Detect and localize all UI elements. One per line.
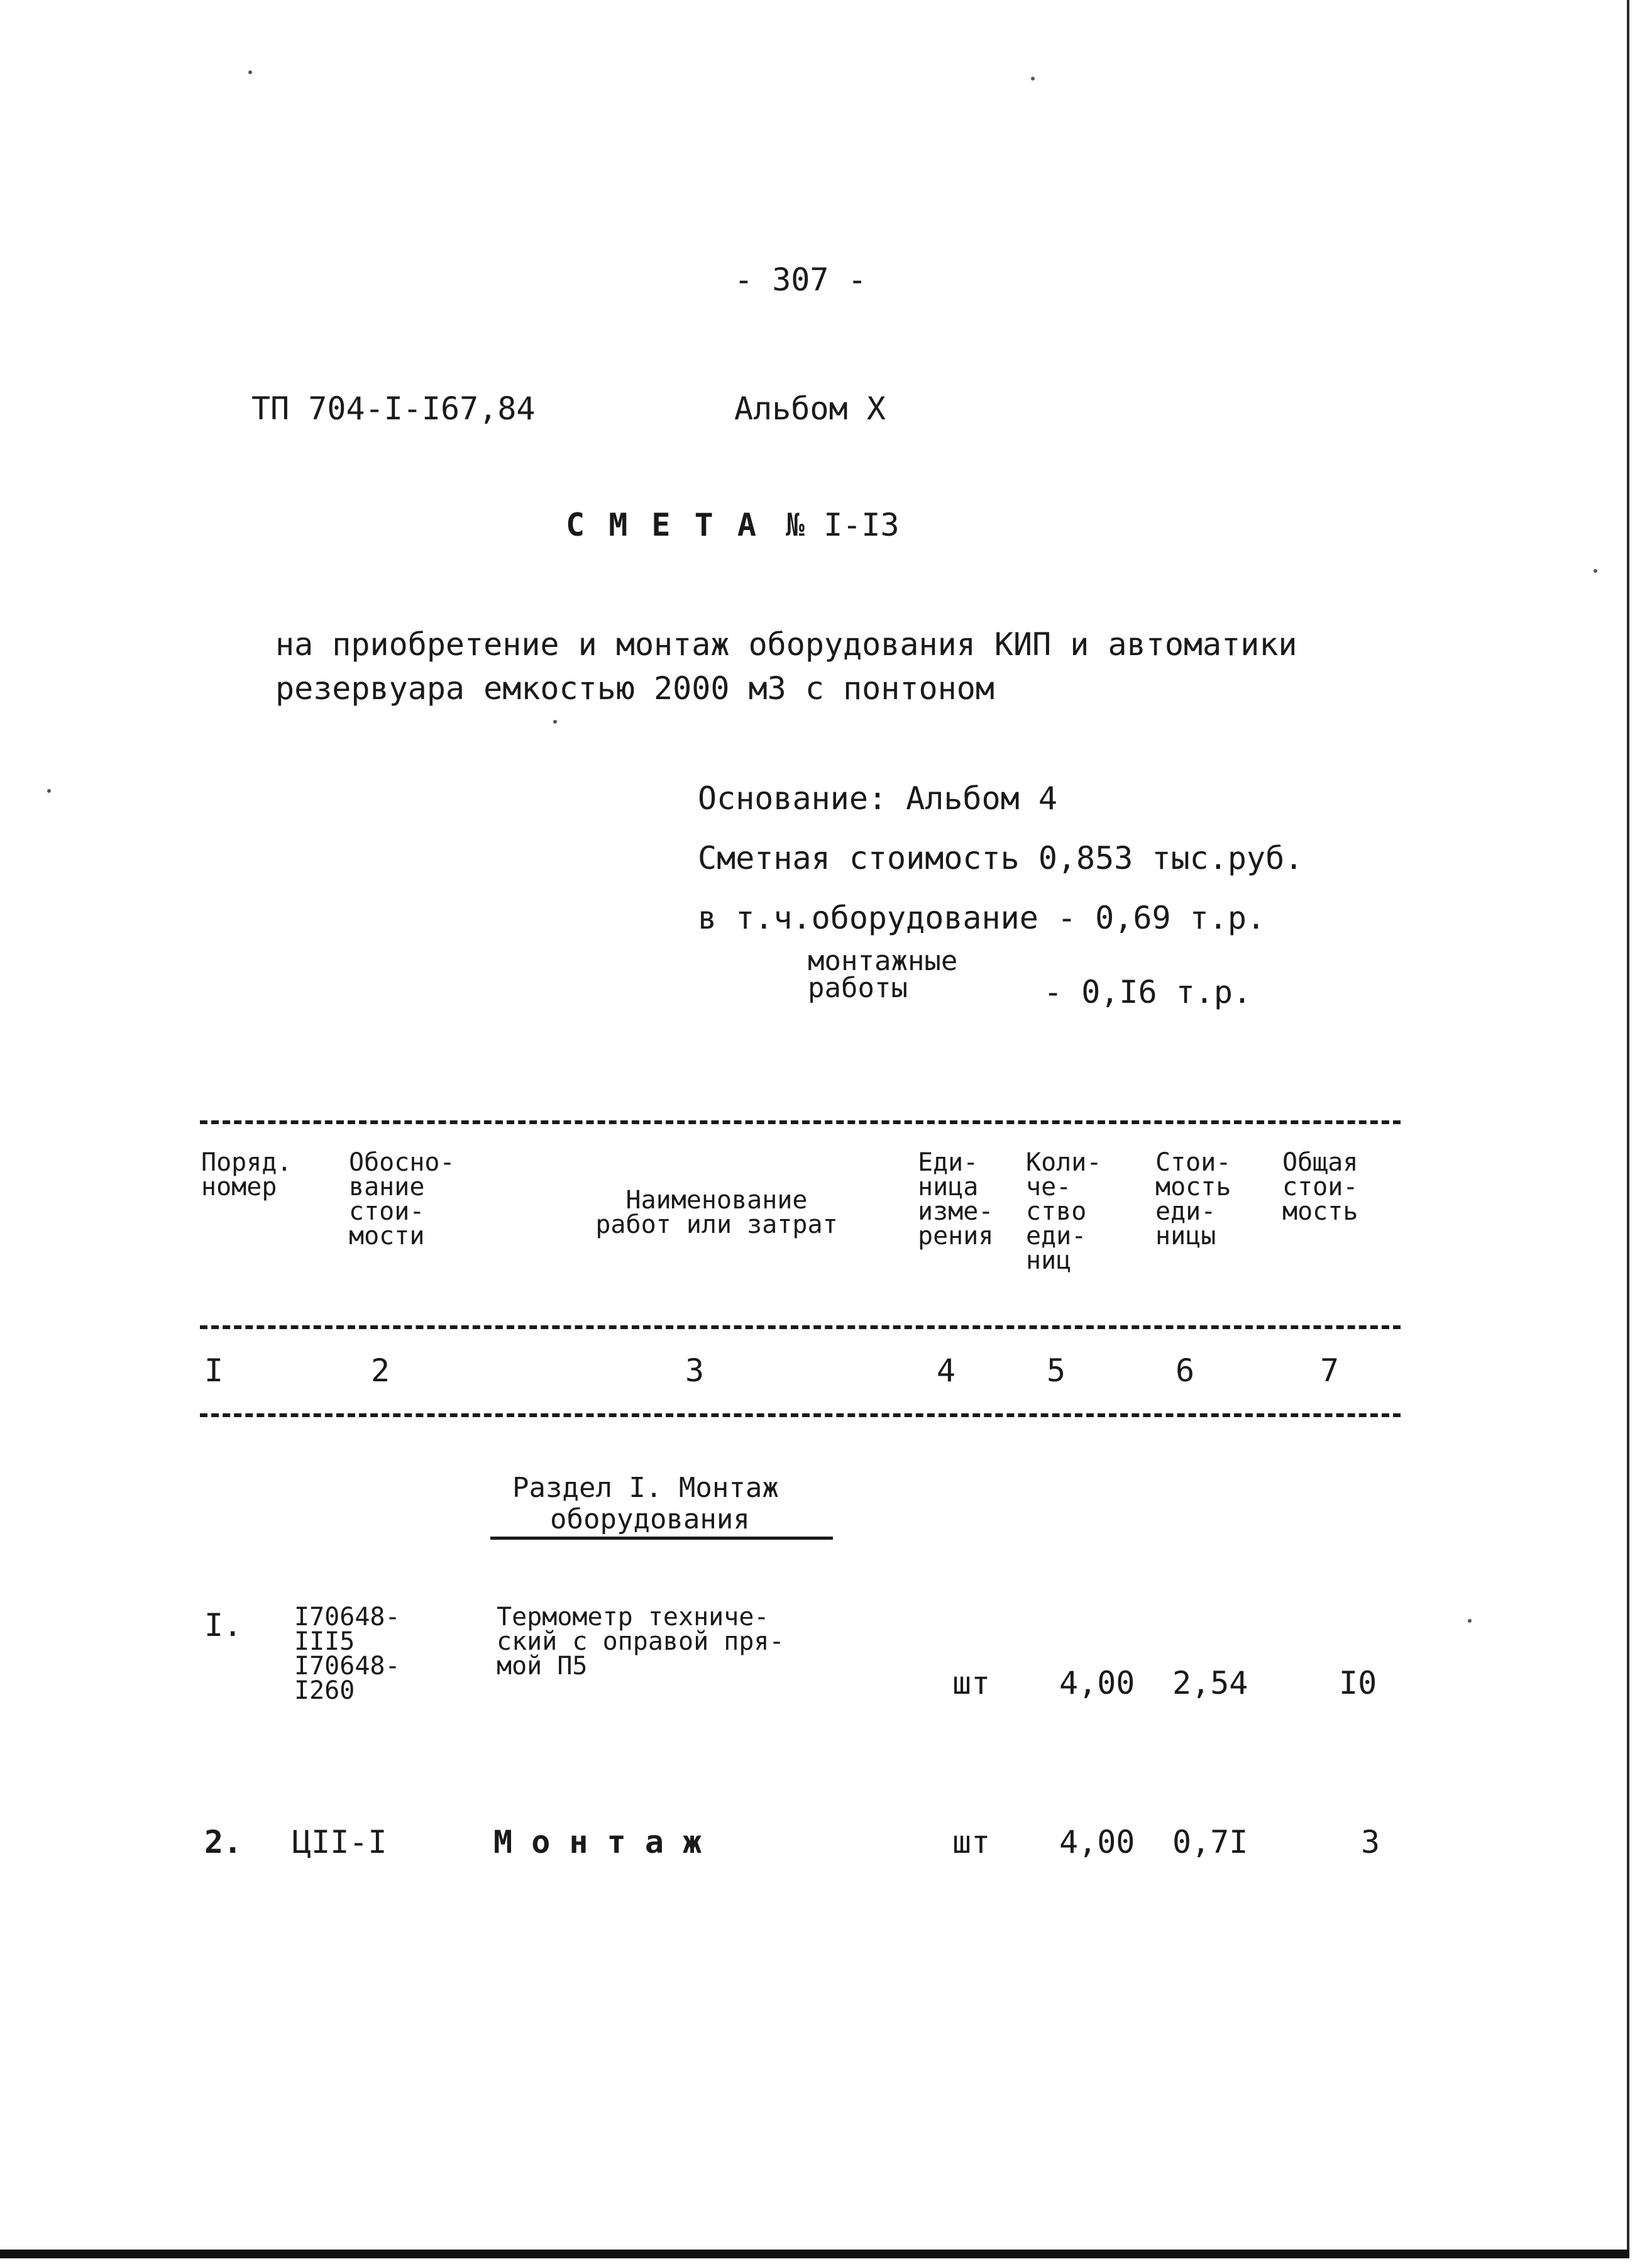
- equipment-cost: в т.ч.оборудование - 0,69 т.р.: [698, 900, 1266, 936]
- page-number: - 307 -: [734, 262, 867, 298]
- numbers-bottom-rule: [200, 1413, 1401, 1417]
- section-underline: [490, 1537, 833, 1540]
- row-2-total: 3: [1361, 1824, 1380, 1860]
- scan-speck: [1468, 1619, 1472, 1623]
- col-number-4: 4: [937, 1352, 956, 1389]
- table-top-rule: [200, 1120, 1401, 1124]
- subject-line-1: на приобретение и монтаж оборудования КИП и автоматики: [275, 626, 1297, 663]
- estimated-cost: Сметная стоимость 0,853 тыс.руб.: [698, 840, 1304, 876]
- row-2-number: 2.: [204, 1824, 243, 1860]
- scan-speck: [47, 789, 51, 793]
- row-2-qty: 4,00: [1059, 1824, 1135, 1860]
- install-cost: - 0,I6 т.р.: [1044, 974, 1252, 1010]
- col-number-3: 3: [685, 1352, 705, 1389]
- section-title-1: Раздел I. Монтаж: [512, 1472, 779, 1504]
- install-label-2: работы: [808, 972, 908, 1004]
- subject-line-2: резервуара емкостью 2000 м3 с понтоном: [275, 670, 994, 707]
- row-1-total: I0: [1339, 1665, 1377, 1701]
- col-number-6: 6: [1176, 1352, 1195, 1389]
- install-label-1: монтажные: [808, 945, 958, 977]
- row-2-name: М о н т а ж: [493, 1824, 702, 1860]
- row-1-number: I.: [204, 1607, 243, 1643]
- col-header-basis: Обосно- вание стои- мости: [349, 1148, 455, 1251]
- row-1-name: Термометр техниче- ский с оправой пря- мой П5: [497, 1603, 785, 1681]
- col-header-order: Поряд. номер: [201, 1148, 292, 1201]
- header-bottom-rule: [200, 1325, 1401, 1329]
- scan-edge-bottom: [0, 2250, 1629, 2258]
- scan-speck: [1594, 569, 1597, 573]
- scan-edge-right: [1627, 0, 1629, 2257]
- col-number-5: 5: [1047, 1352, 1066, 1389]
- doc-number: № I-I3: [786, 507, 900, 543]
- col-number-7: 7: [1320, 1352, 1340, 1389]
- col-header-name: Наименование работ или затрат: [595, 1186, 838, 1239]
- col-number-2: 2: [371, 1352, 390, 1389]
- col-header-unit-cost: Стои- мость еди- ницы: [1155, 1148, 1231, 1251]
- row-2-unit-cost: 0,7I: [1172, 1824, 1248, 1860]
- col-header-qty: Коли- че- ство еди- ниц: [1026, 1148, 1102, 1275]
- col-number-1: I: [204, 1352, 224, 1389]
- scan-speck: [1031, 77, 1035, 80]
- album-label: Альбом X: [734, 390, 886, 427]
- scan-speck: [553, 720, 557, 724]
- project-code: ТП 704-I-I67,84: [251, 390, 536, 427]
- col-header-unit: Еди- ница изме- рения: [918, 1148, 994, 1251]
- basis-line: Основание: Альбом 4: [698, 780, 1057, 817]
- scan-speck: [248, 70, 252, 74]
- doc-title: С М Е Т А: [566, 507, 759, 543]
- col-header-total: Общая стои- мость: [1282, 1148, 1358, 1226]
- section-title-2: оборудования: [550, 1503, 750, 1535]
- row-1-qty: 4,00: [1059, 1665, 1135, 1701]
- row-1-basis: I70648- III5 I70648- I260: [294, 1603, 400, 1705]
- row-2-basis: ЦII-I: [292, 1824, 387, 1860]
- row-2-unit: шт: [952, 1824, 991, 1860]
- row-1-unit: шт: [952, 1665, 991, 1701]
- row-1-unit-cost: 2,54: [1172, 1665, 1248, 1701]
